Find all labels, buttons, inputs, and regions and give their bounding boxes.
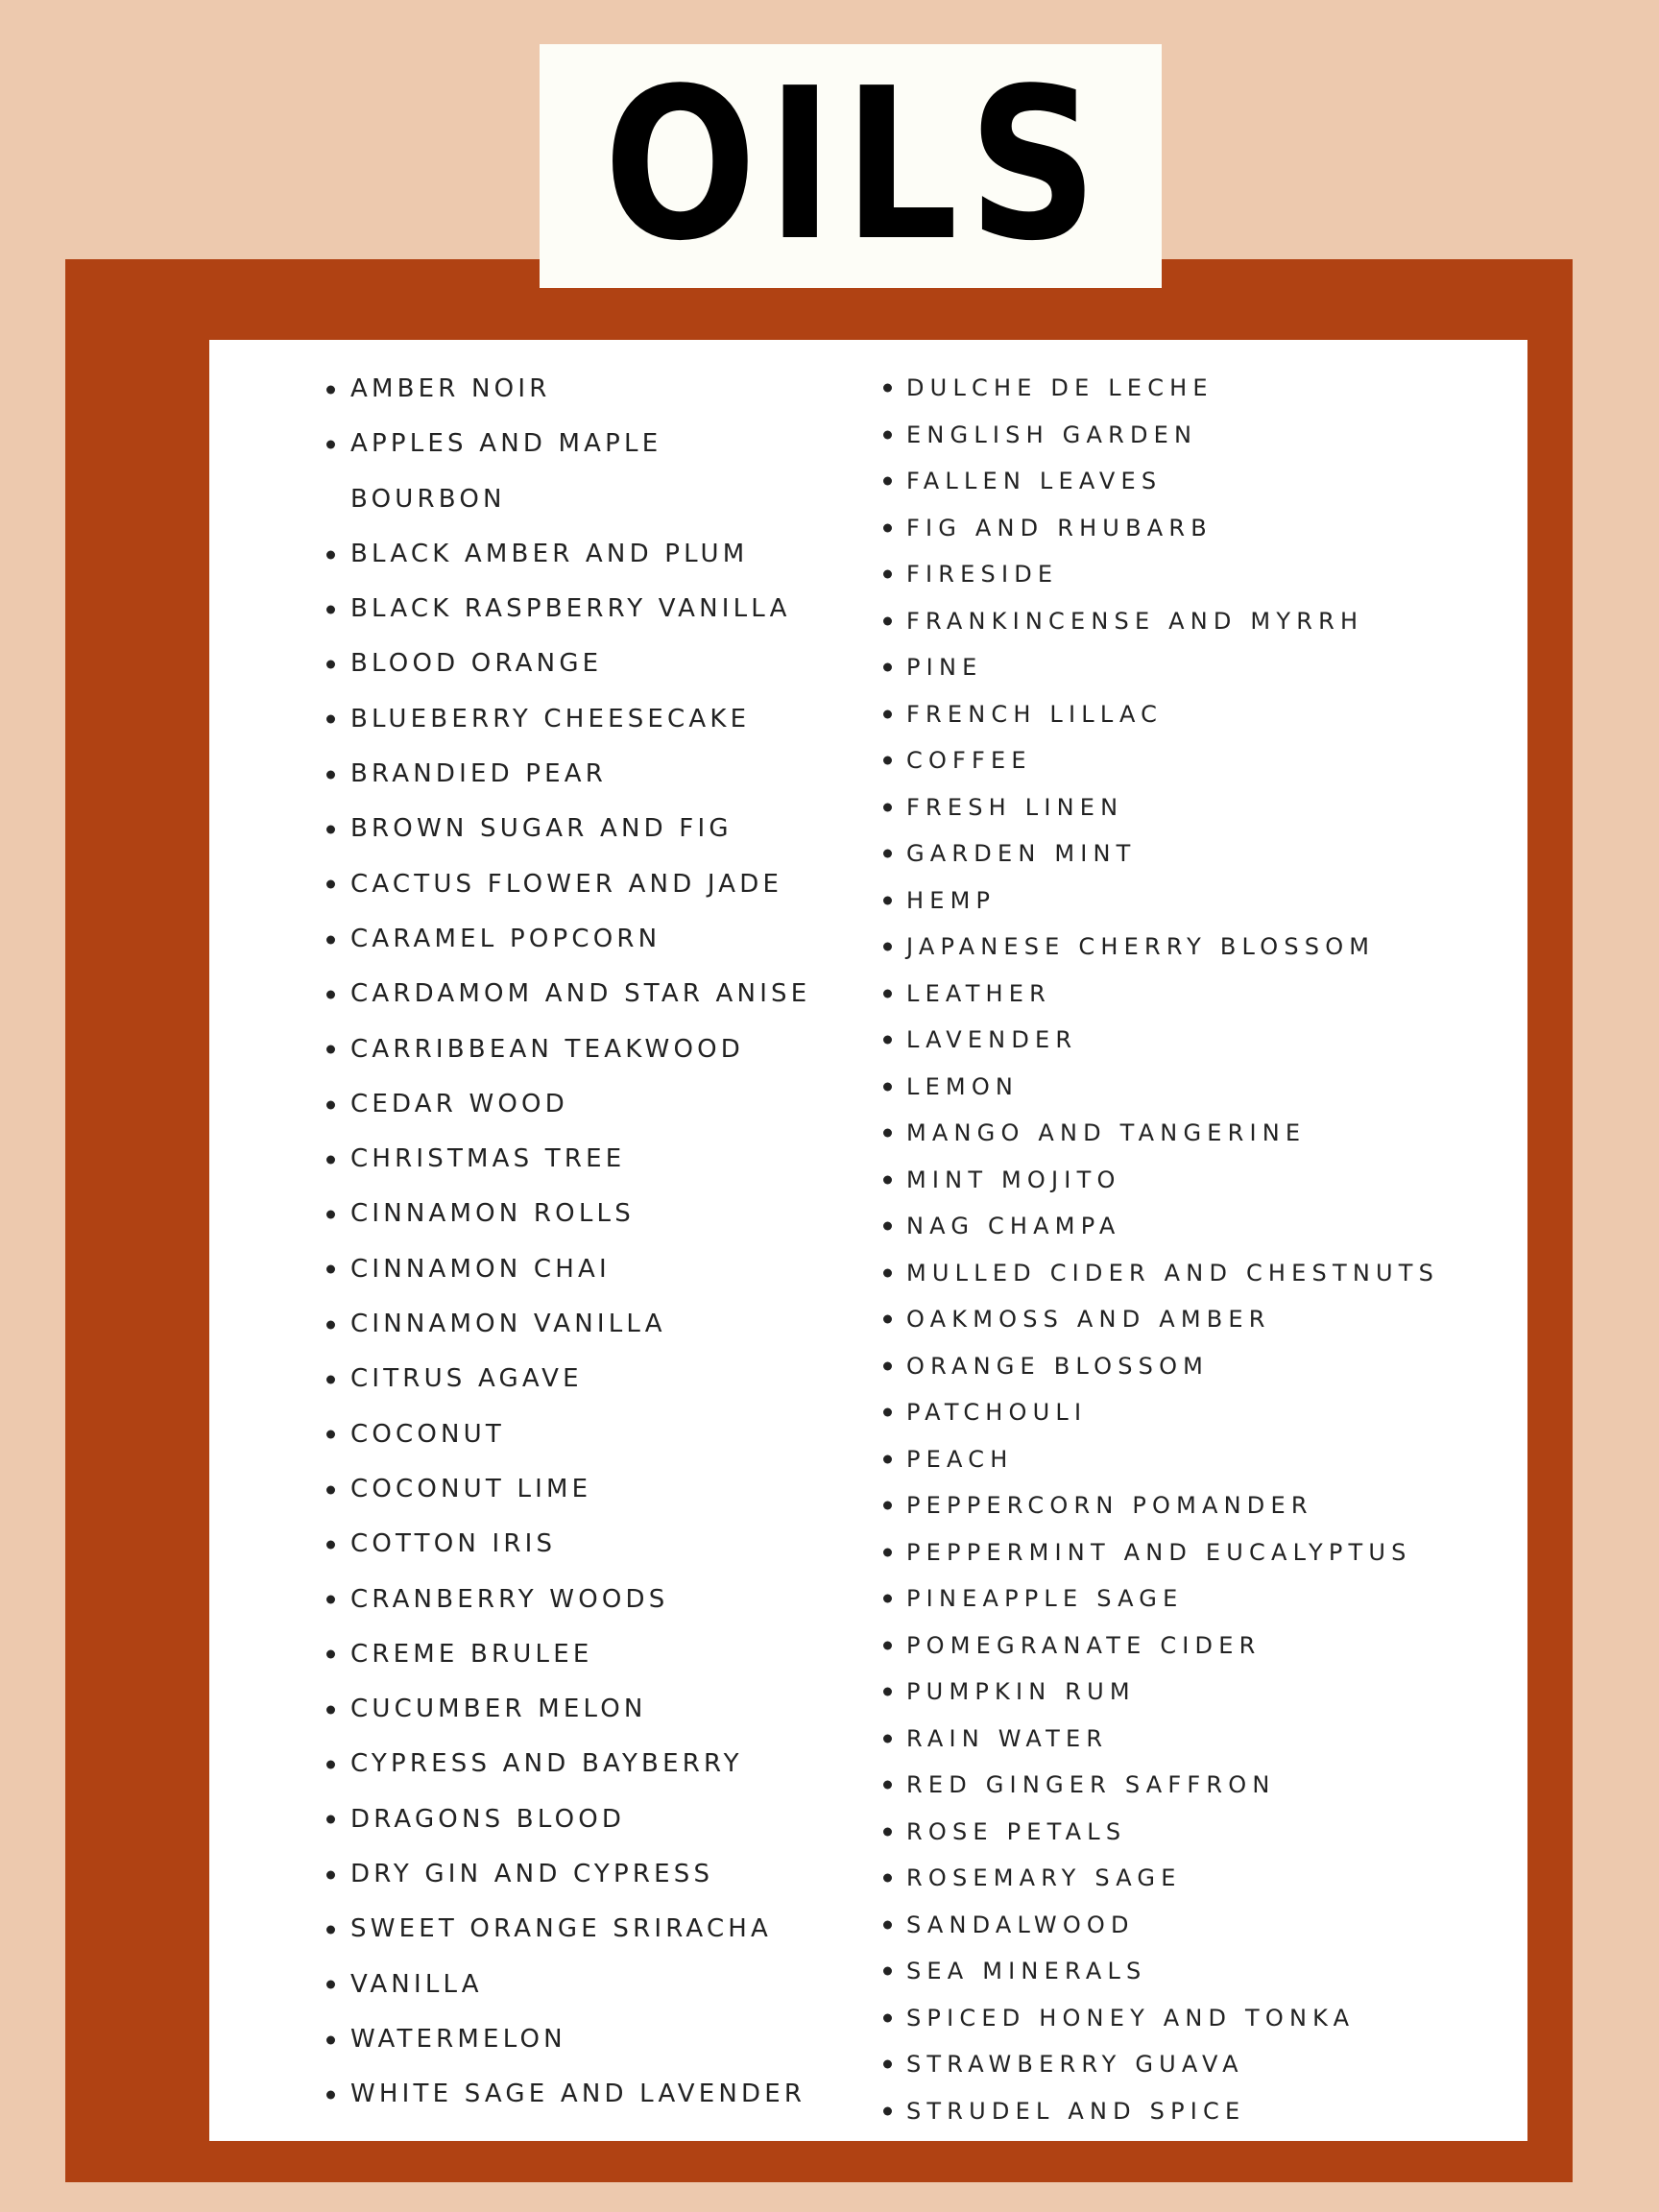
oil-name: CARRIBBEAN TEAKWOOD	[350, 1034, 745, 1064]
oil-name: MINT MOJITO	[906, 1166, 1121, 1193]
oil-list-item	[906, 1995, 1439, 2042]
oil-name: MULLED CIDER AND CHESTNUTS	[906, 1259, 1440, 1286]
oil-name: BLOOD ORANGE	[350, 649, 603, 679]
oil-list-item	[350, 2067, 810, 2122]
oil-list-item	[906, 1017, 1439, 1064]
bullet-icon	[326, 770, 335, 779]
bullet-icon	[326, 2035, 335, 2044]
oil-name: GARDEN MINT	[906, 840, 1137, 867]
bullet-icon	[883, 1408, 892, 1417]
oil-list-item	[350, 802, 810, 856]
bullet-icon	[883, 850, 892, 858]
oil-list-item	[350, 1297, 810, 1352]
oil-list-item	[906, 644, 1439, 691]
bullet-icon	[326, 1320, 335, 1329]
bullet-icon	[883, 1082, 892, 1091]
bullet-icon	[883, 1595, 892, 1603]
bullet-icon	[883, 1268, 892, 1277]
bullet-icon	[883, 1920, 892, 1929]
title-box	[540, 44, 1162, 288]
oil-name: JAPANESE CHERRY BLOSSOM	[906, 933, 1376, 960]
oil-list-item	[350, 692, 810, 747]
oil-name: POMEGRANATE CIDER	[906, 1631, 1262, 1659]
oil-name: LEATHER	[906, 979, 1052, 1007]
oil-list-item	[906, 1716, 1439, 1763]
oil-list-item	[350, 1077, 810, 1132]
bullet-icon	[326, 1540, 335, 1549]
oil-name: BLACK RASPBERRY VANILLA	[350, 594, 791, 624]
bullet-icon	[883, 1222, 892, 1231]
oil-list-item	[350, 2012, 810, 2067]
oil-list-item	[906, 598, 1439, 645]
oil-name: FRENCH LILLAC	[906, 700, 1164, 728]
bullet-icon	[883, 2060, 892, 2069]
oil-list-item	[906, 924, 1439, 971]
oil-name: PEPPERMINT AND EUCALYPTUS	[906, 1538, 1412, 1566]
bullet-icon	[883, 943, 892, 951]
oil-list-item	[906, 1157, 1439, 1204]
oil-list-item	[350, 967, 810, 1022]
oil-list-item	[906, 691, 1439, 738]
oil-name: FRESH LINEN	[906, 793, 1124, 821]
bullet-icon	[326, 1211, 335, 1219]
oil-name: PATCHOULI	[906, 1399, 1088, 1426]
bullet-icon	[883, 1129, 892, 1138]
oil-name: CINNAMON CHAI	[350, 1254, 611, 1284]
bullet-icon	[326, 1265, 335, 1274]
oil-list-item	[906, 505, 1439, 552]
bullet-icon	[326, 826, 335, 834]
oil-list-item	[906, 1623, 1439, 1670]
bullet-icon	[326, 385, 335, 394]
oil-list-item	[350, 1352, 810, 1407]
oil-name: APPLES AND MAPLE BOURBON	[350, 429, 662, 514]
oil-name: ROSE PETALS	[906, 1817, 1127, 1845]
oil-name: CARAMEL POPCORN	[350, 924, 661, 953]
oil-name: SANDALWOOD	[906, 1911, 1135, 1938]
oil-name: PEACH	[906, 1445, 1014, 1473]
oil-name: BLUEBERRY CHEESECAKE	[350, 704, 751, 733]
oil-name: CHRISTMAS TREE	[350, 1144, 626, 1174]
bullet-icon	[883, 1315, 892, 1324]
oil-name: BRANDIED PEAR	[350, 759, 608, 789]
oil-name: SEA MINERALS	[906, 1958, 1147, 1984]
bullet-icon	[326, 1705, 335, 1714]
oil-list-item	[350, 1132, 810, 1187]
bullet-icon	[326, 2090, 335, 2099]
bullet-icon	[326, 1100, 335, 1109]
bullet-icon	[883, 663, 892, 672]
oil-list-item	[350, 912, 810, 967]
oil-name: NAG CHAMPA	[906, 1213, 1121, 1239]
oil-list-item	[906, 1948, 1439, 1995]
bullet-icon	[326, 880, 335, 889]
oil-name: RAIN WATER	[906, 1724, 1109, 1752]
bullet-icon	[326, 1596, 335, 1604]
bullet-icon	[883, 616, 892, 625]
bullet-icon	[326, 440, 335, 448]
oil-name: ENGLISH GARDEN	[906, 421, 1198, 448]
oil-list-item	[906, 1296, 1439, 1343]
oil-name: VANILLA	[350, 1969, 483, 1999]
oil-name: CACTUS FLOWER AND JADE	[350, 869, 783, 899]
oil-name: DULCHE DE LECHE	[906, 374, 1214, 401]
bullet-icon	[883, 1641, 892, 1649]
oil-list-item	[906, 365, 1439, 412]
oil-name: HEMP	[906, 886, 997, 914]
oil-list-item	[350, 857, 810, 912]
bullet-icon	[883, 523, 892, 532]
oil-name: CARDAMOM AND STAR ANISE	[350, 979, 811, 1009]
oil-list-item	[906, 1529, 1439, 1576]
oil-list-item	[906, 737, 1439, 784]
bullet-icon	[883, 2013, 892, 2022]
oil-list-item	[906, 784, 1439, 831]
oil-name: PINEAPPLE SAGE	[906, 1585, 1184, 1612]
bullet-icon	[883, 709, 892, 718]
bullet-icon	[883, 1827, 892, 1836]
oil-name: STRUDEL AND SPICE	[906, 2097, 1246, 2125]
bullet-icon	[326, 1155, 335, 1164]
oil-name: DRY GIN AND CYPRESS	[350, 1860, 714, 1889]
oil-name: AMBER NOIR	[350, 374, 551, 403]
oil-name: COCONUT	[350, 1419, 505, 1449]
oil-list-item	[350, 1682, 810, 1737]
oil-list-item	[906, 551, 1439, 598]
oil-list-item	[350, 582, 810, 637]
bullet-icon	[883, 384, 892, 393]
oil-name: CRANBERRY WOODS	[350, 1584, 669, 1614]
oil-list-item	[350, 417, 706, 527]
oil-name: CEDAR WOOD	[350, 1089, 568, 1118]
oil-name: LEMON	[906, 1072, 1020, 1100]
bullet-icon	[326, 1761, 335, 1769]
oil-list-item	[906, 1203, 1439, 1250]
bullet-icon	[326, 1870, 335, 1879]
bullet-icon	[883, 1036, 892, 1045]
oil-list-item	[906, 1343, 1439, 1390]
bullet-icon	[326, 1431, 335, 1439]
bullet-icon	[883, 430, 892, 439]
bullet-icon	[326, 1485, 335, 1494]
oil-list-item	[906, 1250, 1439, 1297]
oil-list-item	[906, 1855, 1439, 1902]
oil-list-item	[906, 1669, 1439, 1716]
oil-name: DRAGONS BLOOD	[350, 1804, 626, 1834]
bullet-icon	[326, 1046, 335, 1054]
bullet-icon	[326, 1375, 335, 1383]
oil-list-item	[350, 1242, 810, 1297]
bullet-icon	[883, 1734, 892, 1743]
bullet-icon	[326, 1925, 335, 1934]
left-oil-list	[350, 362, 810, 2123]
oil-list-item	[906, 1809, 1439, 1856]
bullet-icon	[326, 605, 335, 613]
bullet-icon	[883, 1967, 892, 1976]
right-oil-list	[906, 365, 1439, 2134]
oil-list-item	[906, 1110, 1439, 1157]
oil-list-item	[906, 971, 1439, 1018]
oil-name: RED GINGER SAFFRON	[906, 1771, 1276, 1798]
bullet-icon	[883, 1502, 892, 1510]
bullet-icon	[883, 989, 892, 998]
oil-list-item	[350, 1958, 810, 2012]
bullet-icon	[883, 1688, 892, 1696]
oil-name: FALLEN LEAVES	[906, 468, 1163, 494]
bullet-icon	[883, 1361, 892, 1370]
bullet-icon	[326, 935, 335, 944]
oil-list-item	[350, 1022, 810, 1077]
bullet-icon	[326, 990, 335, 998]
bullet-icon	[883, 896, 892, 904]
bullet-icon	[883, 1455, 892, 1463]
oil-name: CINNAMON VANILLA	[350, 1310, 666, 1339]
oil-list-item	[350, 362, 810, 417]
oil-name: FIG AND RHUBARB	[906, 514, 1213, 541]
bullet-icon	[326, 661, 335, 669]
oil-list-item	[350, 637, 810, 691]
bullet-icon	[883, 757, 892, 765]
oil-name: PUMPKIN RUM	[906, 1678, 1136, 1705]
oil-name: WHITE SAGE AND LAVENDER	[350, 2080, 806, 2109]
oil-name: CINNAMON ROLLS	[350, 1199, 635, 1229]
oil-list-item	[350, 1517, 810, 1572]
bullet-icon	[883, 570, 892, 579]
oil-list-item	[350, 527, 810, 582]
page-title: OILS	[603, 44, 1108, 287]
oil-name: PEPPERCORN POMANDER	[906, 1492, 1313, 1519]
oil-name: PINE	[906, 654, 983, 681]
oil-list-item	[350, 1847, 810, 1902]
bullet-icon	[326, 1650, 335, 1659]
oil-name: ROSEMARY SAGE	[906, 1864, 1182, 1891]
bullet-icon	[326, 1815, 335, 1824]
oil-list-item	[350, 1573, 810, 1627]
oil-name: FIRESIDE	[906, 561, 1059, 588]
oil-name: CYPRESS AND BAYBERRY	[350, 1749, 743, 1779]
oil-list-item	[906, 2088, 1439, 2135]
oil-list-item	[906, 2041, 1439, 2088]
oil-name: CITRUS AGAVE	[350, 1364, 583, 1394]
bullet-icon	[883, 1781, 892, 1790]
oil-name: CREME BRULEE	[350, 1639, 593, 1669]
bullet-icon	[326, 715, 335, 724]
oil-list-item	[906, 1482, 1439, 1529]
bullet-icon	[883, 2106, 892, 2115]
oil-list-item	[906, 830, 1439, 878]
oil-name: BROWN SUGAR AND FIG	[350, 814, 733, 844]
oil-list-item	[350, 1462, 810, 1517]
bullet-icon	[883, 1874, 892, 1883]
oil-name: MANGO AND TANGERINE	[906, 1119, 1307, 1146]
bullet-icon	[883, 477, 892, 486]
oil-name: STRAWBERRY GUAVA	[906, 2051, 1244, 2078]
oil-list-item	[906, 1902, 1439, 1949]
bullet-icon	[326, 1981, 335, 1989]
oil-name: WATERMELON	[350, 2024, 566, 2054]
oil-name: SWEET ORANGE SRIRACHA	[350, 1914, 773, 1944]
oil-name: OAKMOSS AND AMBER	[906, 1306, 1271, 1333]
oil-name: COCONUT LIME	[350, 1474, 592, 1503]
oil-list-item	[350, 1737, 810, 1791]
bullet-icon	[883, 803, 892, 811]
oil-name: LAVENDER	[906, 1026, 1078, 1053]
oil-list-item	[906, 878, 1439, 925]
oil-name: BLACK AMBER AND PLUM	[350, 539, 749, 568]
bullet-icon	[326, 550, 335, 559]
oil-list-item	[906, 458, 1439, 505]
oil-name: CUCUMBER MELON	[350, 1695, 647, 1724]
bullet-icon	[883, 1548, 892, 1556]
oil-list-item	[350, 1902, 810, 1957]
oil-list-item	[350, 1792, 810, 1847]
oil-name: FRANKINCENSE AND MYRRH	[906, 607, 1364, 635]
oil-list-item	[350, 1407, 810, 1462]
oil-list-item	[350, 1627, 810, 1682]
oil-list-item	[350, 747, 810, 802]
oil-list-item	[906, 1436, 1439, 1483]
oil-name: ORANGE BLOSSOM	[906, 1352, 1210, 1380]
oil-list-item	[906, 1064, 1439, 1111]
oil-name: SPICED HONEY AND TONKA	[906, 2004, 1356, 2032]
oil-name: COTTON IRIS	[350, 1529, 557, 1559]
oil-list-item	[906, 412, 1439, 459]
oil-list-item	[350, 1187, 810, 1241]
oil-name: COFFEE	[906, 747, 1032, 774]
oil-list-item	[906, 1389, 1439, 1436]
oil-list-item	[906, 1575, 1439, 1623]
oil-list-item	[906, 1762, 1439, 1809]
bullet-icon	[883, 1175, 892, 1184]
